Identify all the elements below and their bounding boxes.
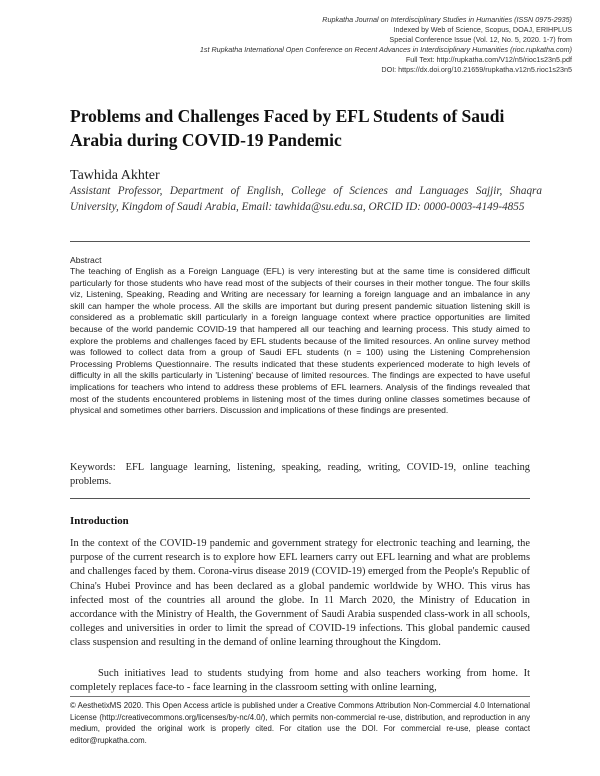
license-footnote: © AesthetixMS 2020. This Open Access article is published under a Creative Commons Attribution Non-Commercial 4.0 International License (http://creativecommons.org/licenses/by-nc/4.0/), which permits non-commercial re-use, distribution, and reproduction in any medium, provided the original work is properly cited. For citation use the DOI. For commercial re-use, please contact editor@rupkatha.com. [70,701,530,745]
introduction-paragraph-2: Such initiatives lead to students studying from home and also teachers working from home. It completely replaces face-to - face learning in the classroom setting with online learning, [70,668,530,694]
footnote-rule [70,696,530,697]
abstract-heading: Abstract [70,255,102,265]
journal-header [52,15,572,75]
doi-link[interactable]: DOI: https://dx.doi.org/10.21659/rupkatha.v12n5.rioc1s23n5 [381,65,572,74]
author-affiliation: Assistant Professor, Department of English, College of Sciences and Languages Sajjir, Shaqra University, Kingdom of Saudi Arabia, Email: tawhida@su.edu.sa, ORCID ID: 0000-0003-4149-4855 [70,185,542,213]
conference-info: 1st Rupkatha International Open Conference on Recent Advances in Interdisciplinary Humanities (rioc.rupkatha.com) [199,45,572,54]
abstract-top-rule [70,241,530,242]
journal-name: Rupkatha Journal on Interdisciplinary Studies in Humanities (ISSN 0975-2935) [322,15,572,24]
keywords-text: EFL language learning, listening, speaking, reading, writing, COVID-19, online teaching problems. [70,462,530,487]
author-name: Tawhida Akhter [70,168,160,183]
issue-info: Special Conference Issue (Vol. 12, No. 5, 2020. 1-7) from [389,35,572,44]
keywords [70,461,530,489]
keywords-label: Keywords: [70,462,116,473]
introduction-heading: Introduction [70,515,129,527]
fulltext-link[interactable]: Full Text: http://rupkatha.com/V12/n5/rioc1s23n5.pdf [405,55,572,64]
indexing-info: Indexed by Web of Science, Scopus, DOAJ, ERIHPLUS [393,25,572,34]
paper-title: Problems and Challenges Faced by EFL Students of Saudi Arabia during COVID-19 Pandemic [70,106,505,150]
abstract-bottom-rule [70,498,530,499]
abstract-text: The teaching of English as a Foreign Language (EFL) is very interesting but at the same time is considered difficult particularly for those students who have read most of the subjects of their courses in their mother tongue. The four skills viz, Listening, Speaking, Reading and Writing are necessary for learning a foreign language and an imbalance in any skill can hamper the whole process. All the skills are important but during present pandemic situation listening skill is considered as a problematic skill particularly in a foreign language context where practice opportunities are limited because of the world pandemic COVID-19 that hampered all our teaching and learning process. This study aimed to explore the problems and challenges faced by EFL students because of the limited resources. An online survey method was followed to collect data from a group of Saudi EFL students (n = 100) using the Listening Comprehension Processing Problems Questionnaire. The results indicated that these students experienced moderate to high levels of difficulty in all the skills particularly in 'Listening' because of limited resources. The findings are expected to have useful implications for teachers who intend to address these problems of EFL learners. Analysis of the findings revealed that most of the students encountered problems in listening most of the times during online classes sometimes because of physical and sometimes other barriers. Discussion and implications of these findings are presented. [70,266,530,416]
introduction-paragraph-1: In the context of the COVID-19 pandemic and government strategy for electronic teaching and learning, the purpose of the current research is to explore how EFL learners carry out EFL learning and what are problems and challenges faced by them. Corona-virus disease 2019 (COVID-19) emerged from the People's Republic of China's Hubei Province and has been declared as a global pandemic worldwide by WHO. This virus has infected most of the countries all around the globe. In 11 March 2020, the Ministry of Education in accordance with the Ministry of Health, the Government of Saudi Arabia suspended class-work in all schools, colleges and universities in order to limit the spread of COVID-19 infections. This global pandemic caused class suspension and resulting in the demand of online learning throughout the Kingdom. [70,538,530,649]
